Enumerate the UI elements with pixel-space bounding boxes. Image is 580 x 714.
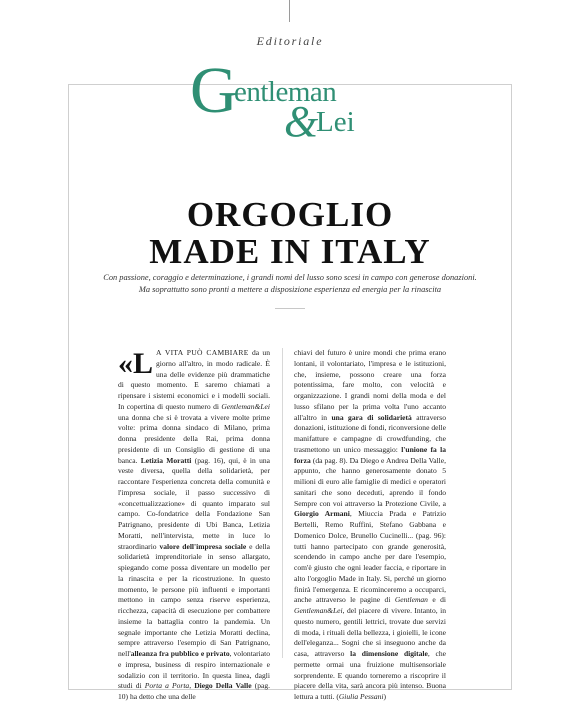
logo-word-gentleman: entleman [234,76,337,108]
col1-run-12: Diego Della Valle [194,681,252,691]
standfirst: Con passione, coraggio e determinazione, i grandi nomi del lusso sono scesi in campo con generose donazioni. Ma soprattutto sono pronti a mettere a disposizione esperienza ed energia per la rinascita [103,273,477,294]
top-divider [289,0,290,22]
brand-logo [190,54,410,154]
logo-initial: G [190,54,238,127]
col2-run-14: ) [383,692,387,701]
col1-run-5: (pag. 16), qui, è in una veste diversa, quella della solidarietà, per raccontare l'esperienza concreta della comunità e l'impresa sociale, il passo successivo di «concettualizzazione» di quanto imparato sul campo. Co-fondatrice della Fondazione San Patrignano, presidente di Ubi Banca, Letizia Moratti, nell'intervista, mette in luce lo straordinario [118,455,270,551]
col2-run-1: una gara di solidarietà [331,412,412,422]
column-divider [282,348,283,658]
col1-run-9: , volontariato e impresa, business di respiro internazionale e sodalizio con il territorio. In questa linea, dagli studi di [118,649,270,691]
logo-ampersand: & [284,97,319,146]
col1-run-8: alleanza fra pubblico e privato [130,649,230,658]
body-column-2 [294,348,446,703]
column-1-runs [118,348,270,701]
drop-cap: «L [118,347,154,380]
col2-run-2: attraverso donazioni, istituzione di fondi, riconversione delle manifatture e campagne di crowdfunding, che trasmettono un unico messaggio: [294,412,446,454]
col1-run-4: Letizia Moratti [140,455,192,465]
col1-run-11: , [189,681,195,691]
col2-run-11: la dimensione digitale [350,649,428,658]
standfirst-divider [275,308,305,309]
section-label: Editoriale [256,34,324,48]
logo-word-lei: Lei [316,106,355,138]
col1-run-7: e della solidarietà imprenditoriale in senso allargato, spiegando come possa diventare un modello per la rinascita e per la ricostruzione. In questo momento, le persone più influenti e importanti mettono in campo senza riserve esperienza, ricchezza, capacità di esecuzione per combattere insieme la battaglia contro la pandemia. Un segnale importante che Letizia Moratti declina, sempre attraverso l'esempio di San Patrignano, nell' [118,541,270,658]
col1-run-2: Gentleman&Lei [221,401,270,411]
col1-run-6: valore dell'impresa sociale [159,541,247,551]
col2-run-6: , Miuccia Prada e Patrizio Bertelli, Remo Ruffini, Stefano Gabbana e Domenico Dolce, Brunello Cucinelli... (pag. 96): tutti hanno partecipato con grande generosità, scendendo in campo anche per dare l'esempio, com'è giusto che ogni leader faccia, e riportare in alto l'orgoglio Made in Italy. Si, perché un giorno finirà l'emergenza. E ricominceremo a occuparci, anche attraverso le pagine di [294,509,447,605]
col2-run-13: Giulia Pessani [338,692,384,701]
col2-run-9: Gentleman&Lei [294,606,343,615]
body-column-1 [118,348,270,703]
col2-run-4: (da pag. 8). Da Diego e Andrea Della Valle, appunto, che hanno generosamente donato 5 milioni di euro alle famiglie di medici e operatori sanitari che sono deceduti, aprendo il fondo Sempre con voi attraverso la Protezione Civile, a [294,455,446,508]
col1-run-1: da un giorno all'altro, in modo radicale. È una delle evidenze più drammatiche di questo momento. E saremo chiamati a ripensare i sistemi economici e i modelli sociali. In copertina di questo numero di [118,348,270,411]
col1-run-13: (pag. 10) ha detto che una delle [118,681,271,701]
body-column-1-text [118,348,270,703]
headline-line-2: MADE IN ITALY [149,232,431,271]
col2-run-7: Gentleman [394,595,428,605]
headline-line-1: ORGOGLIO [186,195,394,234]
body-column-2-text [294,348,446,703]
col2-run-8: e di [427,595,446,605]
headline [68,196,512,270]
column-2-runs [294,348,446,701]
col2-run-10: , del piacere di vivere. Intanto, in questo numero, gentili lettrici, trovate due servizi di moda, i rituali della bellezza, i gioielli, le icone dell'eleganza... Sogni che si inseguono anche da casa, attraverso [294,606,446,658]
col2-run-3: l'unione fa la forza [294,444,447,465]
col1-run-10: Porta a Porta [144,681,190,691]
col1-run-3: una donna che si è trovata a vivere molte prime volte: prima donna sindaco di Milano, prima donna presidente della Rai, prima donna presidente di un Consiglio di gestione di una banca. [118,412,270,465]
col2-run-12: , che permette ormai una fruizione multisensoriale sorprendente. E quando torneremo a riscoprire il piacere della vita, sarà ancora più intenso. Buona lettura a tutti. ( [294,649,446,701]
col1-run-0: A VITA PUÒ CAMBIARE [156,348,249,357]
col2-run-0: chiavi del futuro è unire mondi che prima erano lontani, il volontariato, l'impresa e le istituzioni, che, insieme, possono creare una forza potentissima, fare molto, con velocità e organizzazione. I grandi nomi della moda e del lusso sfilano per la prima volta l'uno accanto all'altro in [294,348,446,422]
col2-run-5: Giorgio Armani [294,509,350,519]
